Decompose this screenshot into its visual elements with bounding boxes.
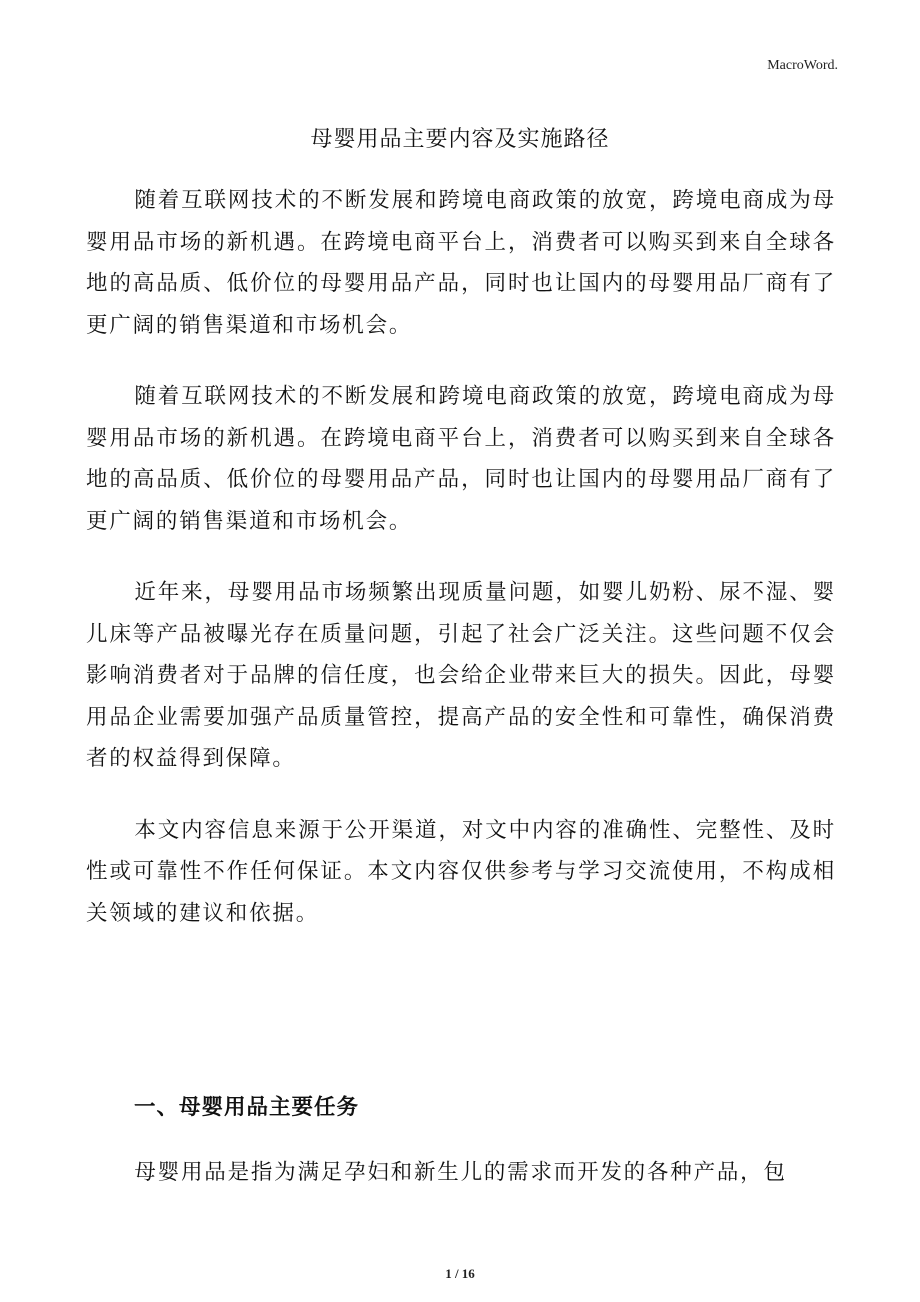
document-body [86, 180, 836, 964]
header-brand: MacroWord. [767, 58, 838, 73]
section-heading: 一、母婴用品主要任务 [134, 1095, 360, 1120]
paragraph: 随着互联网技术的不断发展和跨境电商政策的放宽，跨境电商成为母婴用品市场的新机遇。在跨境电商平台上，消费者可以购买到来自全球各地的高品质、低价位的母婴用品产品，同时也让国内的母婴用品厂商有了更广阔的销售渠道和市场机会。 [86, 384, 836, 534]
page-number: 1 / 16 [445, 1266, 475, 1281]
paragraph: 本文内容信息来源于公开渠道，对文中内容的准确性、完整性、及时性或可靠性不作任何保证。本文内容仅供参考与学习交流使用，不构成相关领域的建议和依据。 [86, 817, 836, 926]
section-paragraph: 母婴用品是指为满足孕妇和新生儿的需求而开发的各种产品，包 [134, 1160, 787, 1185]
paragraph: 随着互联网技术的不断发展和跨境电商政策的放宽，跨境电商成为母婴用品市场的新机遇。在跨境电商平台上，消费者可以购买到来自全球各地的高品质、低价位的母婴用品产品，同时也让国内的母婴用品厂商有了更广阔的销售渠道和市场机会。 [86, 188, 836, 338]
paragraph: 近年来，母婴用品市场频繁出现质量问题，如婴儿奶粉、尿不湿、婴儿床等产品被曝光存在质量问题，引起了社会广泛关注。这些问题不仅会影响消费者对于品牌的信任度，也会给企业带来巨大的损失。因此，母婴用品企业需要加强产品质量管控，提高产品的安全性和可靠性，确保消费者的权益得到保障。 [86, 580, 836, 771]
document-title: 母婴用品主要内容及实施路径 [310, 127, 610, 152]
